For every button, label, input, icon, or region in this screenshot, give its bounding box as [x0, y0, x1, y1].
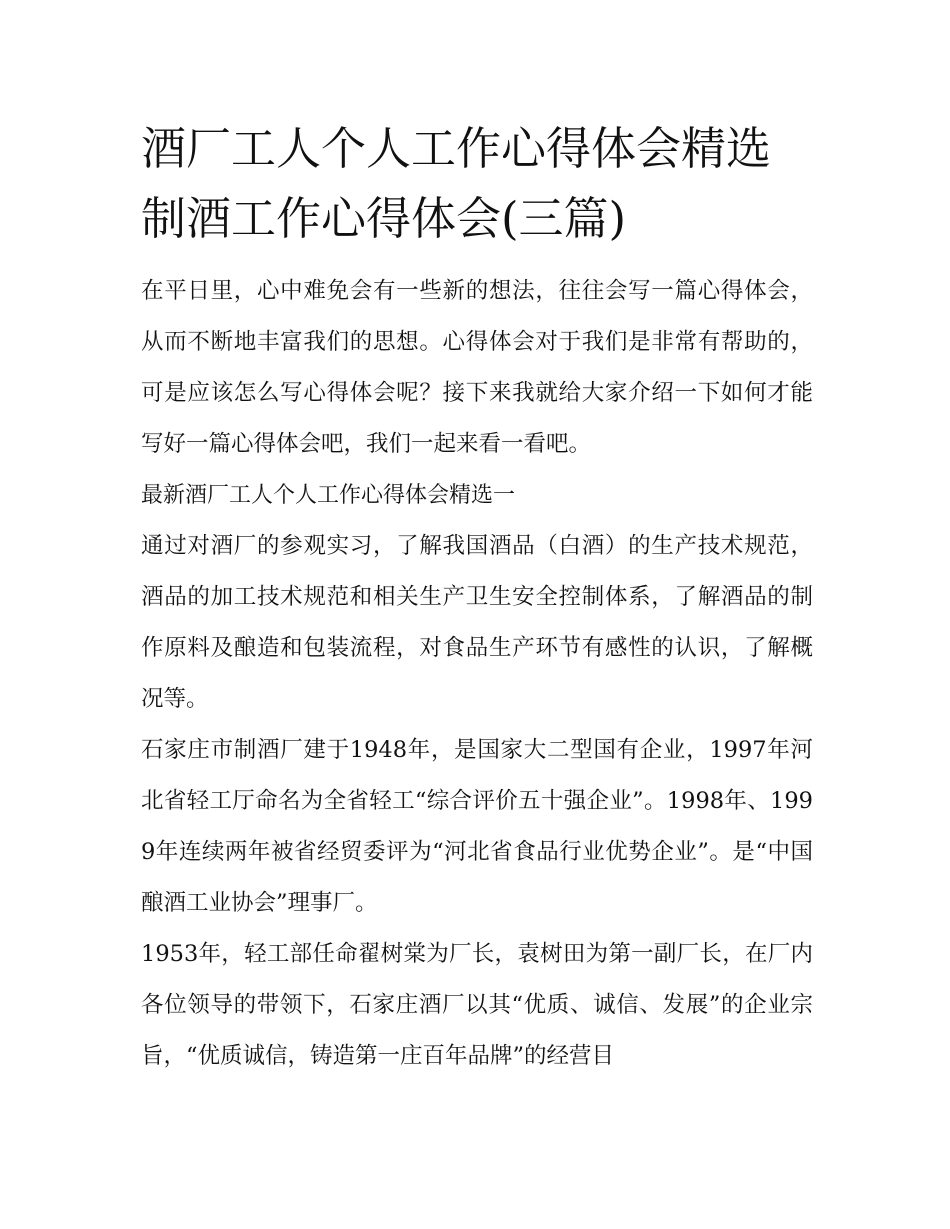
body-paragraph-visit: 通过对酒厂的参观实习，了解我国酒品（白酒）的生产技术规范，酒品的加工技术规范和相关生产卫生安全控制体系，了解酒品的制作原料及酿造和包装流程，对食品生产环节有感性的认识，了解概况等。 [141, 533, 813, 712]
body-paragraph-leadership: 1953年，轻工部任命翟树棠为厂长，袁树田为第一副厂长，在厂内各位领导的带领下，石家庄酒厂以其“优质、诚信、发展”的企业宗旨，“优质诚信，铸造第一庄百年品牌”的经营目 [141, 941, 813, 1069]
body-paragraph-history: 石家庄市制酒厂建于1948年，是国家大二型国有企业，1997年河北省轻工厅命名为全省轻工“综合评价五十强企业”。1998年、1999年连续两年被省经贸委评为“河北省食品行业优势企业”。是“中国酿酒工业协会”理事厂。 [141, 737, 813, 916]
section-heading: 最新酒厂工人个人工作心得体会精选一 [141, 483, 516, 508]
document-title: 酒厂工人个人工作心得体会精选 制酒工作心得体会(三篇) [141, 122, 772, 245]
intro-paragraph: 在平日里，心中难免会有一些新的想法，往往会写一篇心得体会，从而不断地丰富我们的思想。心得体会对于我们是非常有帮助的，可是应该怎么写心得体会呢？接下来我就给大家介绍一下如何才能写好一篇心得体会吧，我们一起来看一看吧。 [141, 278, 813, 457]
document-body [141, 114, 813, 1082]
